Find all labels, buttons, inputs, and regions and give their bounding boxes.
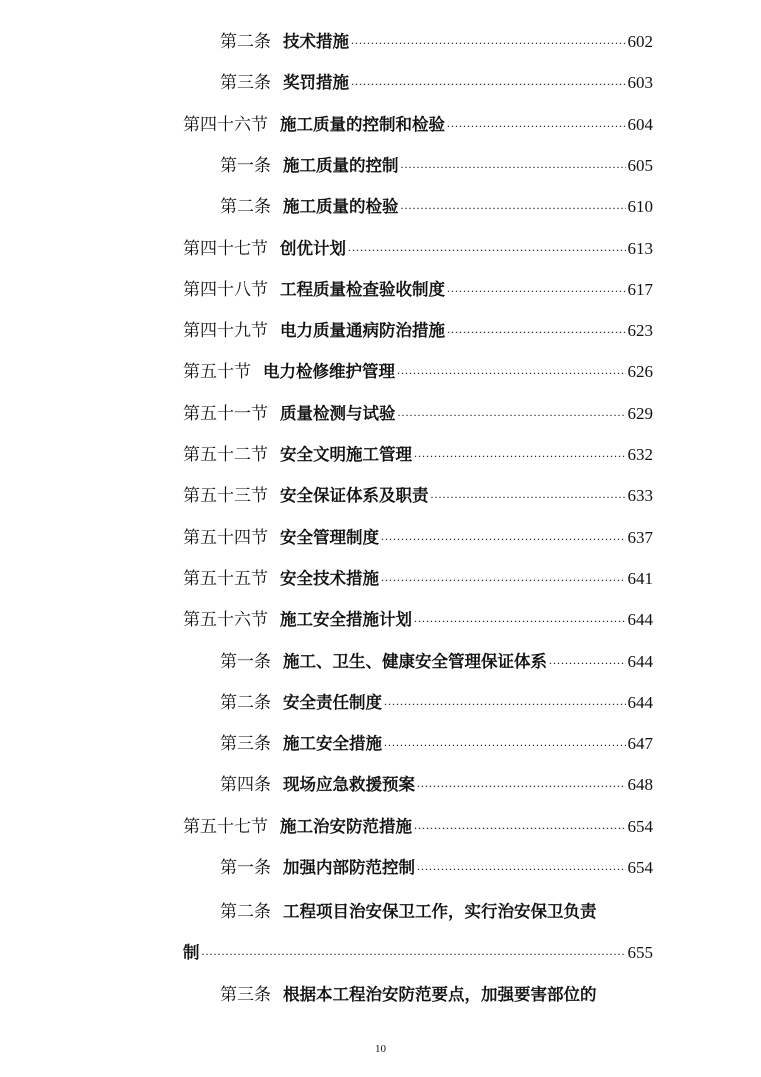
entry-number: 第二条 bbox=[220, 197, 271, 217]
entry-title: 创优计划 bbox=[280, 239, 346, 258]
entry-number: 第一条 bbox=[220, 652, 271, 672]
entry-page-number: 610 bbox=[627, 197, 653, 216]
entry-number: 第四十九节 bbox=[183, 321, 268, 341]
leader-dots bbox=[397, 365, 626, 387]
entry-title: 奖罚措施 bbox=[283, 73, 349, 92]
entry-title: 施工质量的控制和检验 bbox=[280, 115, 445, 134]
leader-dots bbox=[351, 76, 626, 98]
entry-page-number: 633 bbox=[627, 486, 653, 505]
toc-entry[interactable] bbox=[220, 853, 653, 883]
entry-title: 安全管理制度 bbox=[280, 528, 379, 547]
entry-page-number: 632 bbox=[627, 445, 653, 464]
entry-page-number: 644 bbox=[627, 610, 653, 629]
entry-title: 施工质量的检验 bbox=[283, 197, 399, 216]
leader-dots bbox=[414, 613, 626, 635]
leader-dots bbox=[401, 159, 626, 181]
toc-entry[interactable] bbox=[183, 812, 653, 842]
entry-title: 根据本工程治安防范要点，加强要害部位的 bbox=[283, 985, 597, 1004]
entry-number: 第二条 bbox=[220, 32, 271, 52]
toc-entry[interactable] bbox=[220, 770, 653, 800]
leader-dots bbox=[398, 407, 626, 429]
entry-title: 技术措施 bbox=[283, 32, 349, 51]
entry-title: 安全技术措施 bbox=[280, 569, 379, 588]
toc-entry[interactable] bbox=[183, 440, 653, 470]
entry-title: 安全文明施工管理 bbox=[280, 445, 412, 464]
leader-dots bbox=[384, 737, 626, 759]
entry-title: 施工安全措施计划 bbox=[280, 610, 412, 629]
entry-number: 第二条 bbox=[220, 902, 271, 922]
entry-page-number: 629 bbox=[627, 404, 653, 423]
entry-page-number: 648 bbox=[627, 775, 653, 794]
entry-page-number: 623 bbox=[627, 321, 653, 340]
leader-dots bbox=[431, 489, 626, 511]
toc-entry[interactable] bbox=[183, 481, 653, 511]
toc-entry-wrapped-line2[interactable] bbox=[183, 938, 653, 968]
entry-page-number: 602 bbox=[627, 32, 653, 51]
entry-number: 第五十四节 bbox=[183, 528, 268, 548]
entry-page-number: 655 bbox=[627, 943, 653, 962]
leader-dots bbox=[414, 448, 626, 470]
entry-page-number: 654 bbox=[627, 858, 653, 877]
page-footer-number: 10 bbox=[375, 1043, 386, 1055]
toc-entry[interactable] bbox=[220, 688, 653, 718]
leader-dots bbox=[401, 200, 626, 222]
leader-dots bbox=[447, 118, 626, 140]
entry-title: 施工安全措施 bbox=[283, 734, 382, 753]
entry-number: 第五十七节 bbox=[183, 817, 268, 837]
toc-entry-partial[interactable] bbox=[220, 980, 597, 1010]
entry-page-number: 626 bbox=[627, 362, 653, 381]
entry-title: 现场应急救援预案 bbox=[283, 775, 415, 794]
entry-title: 施工治安防范措施 bbox=[280, 817, 412, 836]
entry-number: 第一条 bbox=[220, 858, 271, 878]
toc-entry[interactable] bbox=[183, 234, 653, 264]
entry-number: 第四条 bbox=[220, 775, 271, 795]
entry-title: 施工、卫生、健康安全管理保证体系 bbox=[283, 652, 547, 671]
entry-title: 加强内部防范控制 bbox=[283, 858, 415, 877]
toc-entry[interactable] bbox=[220, 27, 653, 57]
entry-title: 电力质量通病防治措施 bbox=[280, 321, 445, 340]
entry-title: 质量检测与试验 bbox=[280, 404, 396, 423]
entry-page-number: 641 bbox=[627, 569, 653, 588]
entry-title: 工程项目治安保卫工作，实行治安保卫负责 bbox=[283, 902, 597, 921]
entry-title: 安全保证体系及职责 bbox=[280, 486, 429, 505]
entry-title: 工程质量检查验收制度 bbox=[280, 280, 445, 299]
leader-dots bbox=[414, 820, 626, 842]
toc-entry[interactable] bbox=[183, 605, 653, 635]
toc-entry[interactable] bbox=[220, 68, 653, 98]
entry-page-number: 603 bbox=[627, 73, 653, 92]
entry-number: 第五十二节 bbox=[183, 445, 268, 465]
leader-dots bbox=[384, 696, 626, 718]
entry-number: 第五十五节 bbox=[183, 569, 268, 589]
entry-title: 施工质量的控制 bbox=[283, 156, 399, 175]
toc-entry[interactable] bbox=[183, 399, 653, 429]
entry-page-number: 644 bbox=[627, 693, 653, 712]
entry-page-number: 613 bbox=[627, 239, 653, 258]
toc-entry[interactable] bbox=[183, 357, 653, 387]
entry-page-number: 605 bbox=[627, 156, 653, 175]
entry-page-number: 617 bbox=[627, 280, 653, 299]
leader-dots bbox=[417, 861, 626, 883]
entry-page-number: 654 bbox=[627, 817, 653, 836]
toc-entry[interactable] bbox=[183, 110, 653, 140]
leader-dots bbox=[351, 35, 626, 57]
leader-dots bbox=[447, 283, 626, 305]
leader-dots bbox=[202, 946, 626, 968]
leader-dots bbox=[417, 778, 626, 800]
toc-entry[interactable] bbox=[183, 564, 653, 594]
entry-number: 第五十节 bbox=[183, 362, 251, 382]
entry-number: 第三条 bbox=[220, 734, 271, 754]
entry-number: 第二条 bbox=[220, 693, 271, 713]
entry-number: 第三条 bbox=[220, 73, 271, 93]
entry-number: 第四十八节 bbox=[183, 280, 268, 300]
entry-page-number: 644 bbox=[627, 652, 653, 671]
leader-dots bbox=[447, 324, 626, 346]
toc-entry[interactable] bbox=[220, 647, 653, 677]
entry-page-number: 647 bbox=[627, 734, 653, 753]
entry-title: 安全责任制度 bbox=[283, 693, 382, 712]
entry-title: 电力检修维护管理 bbox=[263, 362, 395, 381]
toc-entry[interactable] bbox=[183, 523, 653, 553]
leader-dots bbox=[549, 655, 626, 677]
entry-number: 第四十六节 bbox=[183, 115, 268, 135]
entry-number: 第四十七节 bbox=[183, 239, 268, 259]
toc-entry[interactable] bbox=[183, 316, 653, 346]
entry-number: 第五十一节 bbox=[183, 404, 268, 424]
entry-page-number: 604 bbox=[627, 115, 653, 134]
entry-number: 第一条 bbox=[220, 156, 271, 176]
entry-number: 第三条 bbox=[220, 985, 271, 1005]
toc-entry[interactable] bbox=[220, 729, 653, 759]
toc-entry[interactable] bbox=[183, 275, 653, 305]
leader-dots bbox=[348, 242, 626, 264]
entry-title-continued: 制 bbox=[183, 943, 200, 962]
leader-dots bbox=[381, 572, 626, 594]
entry-page-number: 637 bbox=[627, 528, 653, 547]
toc-entry-wrapped-line1[interactable] bbox=[220, 897, 597, 927]
entry-number: 第五十三节 bbox=[183, 486, 268, 506]
leader-dots bbox=[381, 531, 626, 553]
entry-number: 第五十六节 bbox=[183, 610, 268, 630]
toc-entry[interactable] bbox=[220, 151, 653, 181]
toc-entry[interactable] bbox=[220, 192, 653, 222]
